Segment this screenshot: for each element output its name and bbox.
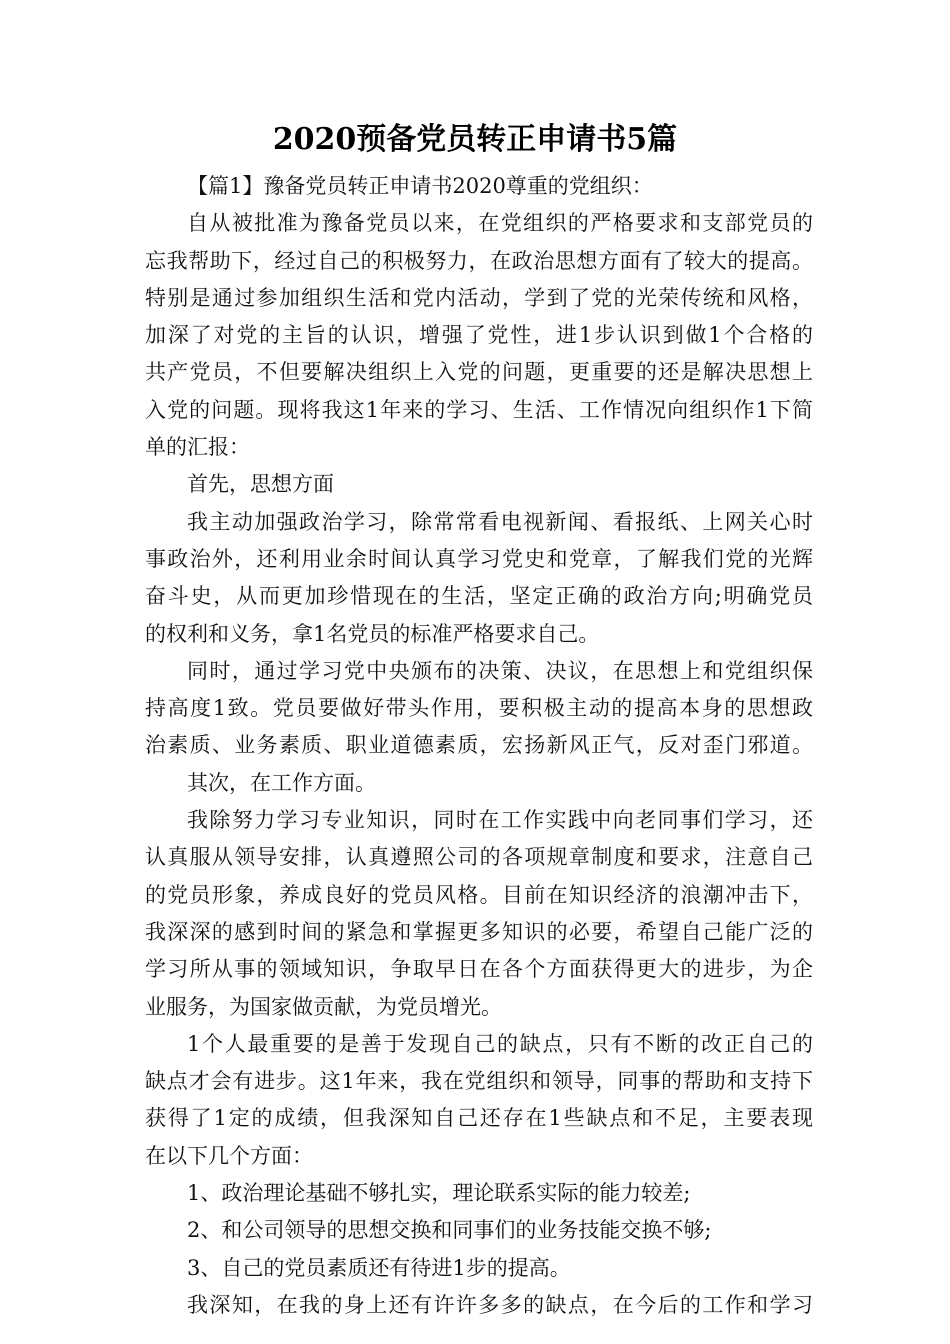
paragraph-line: 奋斗史，从而更加珍惜现在的生活，坚定正确的政治方向;明确党员 (145, 584, 813, 609)
paragraph-line: 在以下几个方面： (145, 1143, 313, 1168)
paragraph-line: 入党的问题。现将我这1年来的学习、生活、工作情况向组织作1下简 (145, 397, 813, 422)
document-title: 2020预备党员转正申请书5篇 (272, 122, 678, 157)
paragraph-line: 其次，在工作方面。 (187, 770, 376, 795)
list-item: 1、政治理论基础不够扎实，理论联系实际的能力较差; (187, 1181, 691, 1206)
paragraph-line: 【篇1】豫备党员转正申请书2020尊重的党组织： (187, 174, 653, 198)
list-item: 2、和公司领导的思想交换和同事们的业务技能交换不够; (187, 1218, 712, 1243)
paragraph-line: 忘我帮助下，经过自己的积极努力，在政治思想方面有了较大的提高。 (145, 248, 813, 273)
paragraph-line: 自从被批准为豫备党员以来，在党组织的严格要求和支部党员的 (187, 211, 813, 236)
paragraph-line: 我深知，在我的身上还有许许多多的缺点，在今后的工作和学习 (187, 1292, 813, 1317)
list-item: 3、自己的党员素质还有待进1步的提高。 (187, 1255, 571, 1280)
paragraph-line: 同时，通过学习党中央颁布的决策、决议，在思想上和党组织保 (187, 658, 813, 683)
paragraph-line: 我深深的感到时间的紧急和掌握更多知识的必要，希望自己能广泛的 (145, 919, 813, 944)
paragraph-line: 我除努力学习专业知识，同时在工作实践中向老同事们学习，还 (187, 808, 813, 833)
paragraph-line: 认真服从领导安排，认真遵照公司的各项规章制度和要求，注意自己 (145, 845, 813, 870)
paragraph-line: 单的汇报： (145, 435, 250, 460)
paragraph-line: 我主动加强政治学习，除常常看电视新闻、看报纸、上网关心时 (187, 509, 813, 534)
paragraph-line: 业服务，为国家做贡献，为党员增光。 (145, 994, 502, 1019)
paragraph-line: 学习所从事的领域知识，争取早日在各个方面获得更大的进步，为企 (145, 957, 813, 982)
paragraph-line: 加深了对党的主旨的认识，增强了党性，进1步认识到做1个合格的 (145, 323, 813, 348)
paragraph-line: 首先，思想方面 (187, 472, 334, 497)
paragraph-line: 1个人最重要的是善于发现自己的缺点，只有不断的改正自己的 (187, 1031, 813, 1056)
paragraph-line: 持高度1致。党员要做好带头作用，要积极主动的提高本身的思想政 (145, 696, 813, 721)
paragraph-line: 获得了1定的成绩，但我深知自己还存在1些缺点和不足，主要表现 (145, 1106, 813, 1131)
paragraph-line: 共产党员，不但要解决组织上入党的问题，更重要的还是解决思想上 (145, 360, 813, 385)
paragraph-line: 的党员形象，养成良好的党员风格。目前在知识经济的浪潮冲击下， (145, 882, 813, 907)
paragraph-line: 特别是通过参加组织生活和党内活动，学到了党的光荣传统和风格， (145, 285, 813, 310)
paragraph-line: 治素质、业务素质、职业道德素质，宏扬新风正气，反对歪门邪道。 (145, 733, 813, 758)
paragraph-line: 的权利和义务，拿1名党员的标准严格要求自己。 (145, 621, 600, 646)
paragraph-line: 缺点才会有进步。这1年来，我在党组织和领导，同事的帮助和支持下 (145, 1069, 813, 1094)
paragraph-line: 事政治外，还利用业余时间认真学习党史和党章，了解我们党的光辉 (145, 546, 813, 571)
document-body (145, 168, 813, 1324)
